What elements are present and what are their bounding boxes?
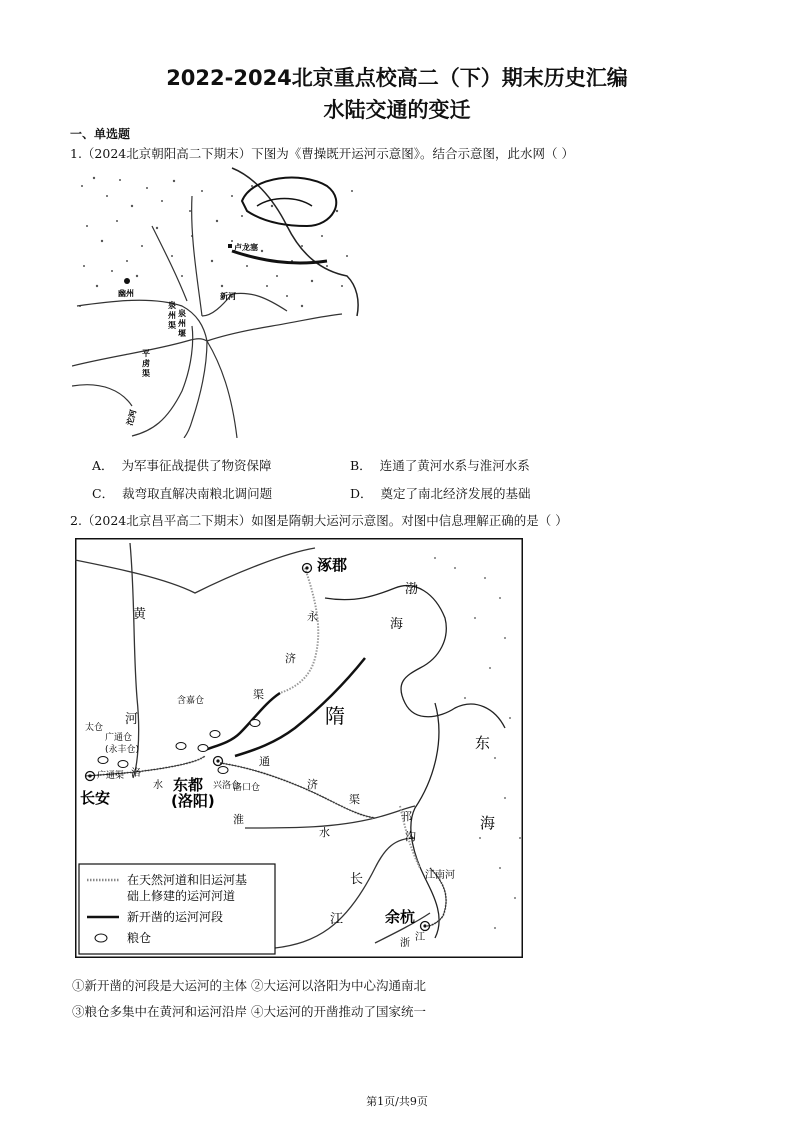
label-zhe: 浙 [400,938,410,949]
label-hai-1: 海 [390,617,404,632]
taicang-granary-icon [98,757,108,764]
label-hanjiacang: 含嘉仓 [177,696,205,706]
label-jiang: 江 [330,912,344,927]
legend-new-canal: 新开凿的运河河段 [127,910,224,924]
label-huang: 黄 [133,607,147,622]
label-quanzhouyan-2: 州 [178,319,186,328]
guangtongcang-granary-icon [118,761,128,768]
statements-line-2: ③粮仓多集中在黄河和运河沿岸 ④大运河的开凿推动了国家统一 [72,1004,426,1019]
legend-granary-icon [95,934,107,942]
label-he: 河 [125,712,139,727]
label-lulongsai: 卢龙塞 [234,243,258,252]
label-yong: 永 [307,610,318,623]
label-chang: 长 [350,872,364,887]
label-tong: 通 [259,755,270,768]
option-b[interactable] [350,456,530,474]
label-hai-2: 海 [480,814,496,832]
cao-cao-canal-map [72,166,362,438]
label-pinglu-1: 平 [142,349,150,358]
label-youzhou: 幽州 [118,289,134,298]
xingluocang-granary-icon [218,767,228,774]
option-a[interactable] [92,456,272,474]
hanjiacang-granary-icon [176,743,186,750]
section-heading: 一、单选题 [70,127,131,141]
option-d-text: 奠定了南北经济发展的基础 [380,486,531,501]
label-pinglu-3: 渠 [142,369,150,378]
label-quanzhouqu-3: 渠 [168,321,176,330]
label-han: 邗 [401,810,412,823]
label-changan: 长安 [80,789,111,807]
sui-grand-canal-map [75,538,523,958]
label-jiangnanhe: 江南河 [425,870,455,881]
label-quanzhouyan-1: 泉 [178,309,186,318]
legend-granary: 粮仓 [127,931,152,945]
legend-old-canal-line2: 础上修建的运河河道 [127,889,236,903]
option-a-text: 为军事征战提供了物资保障 [121,458,272,473]
option-b-letter: B． [350,458,372,473]
label-sui: 隋 [325,704,345,728]
legend-old-canal-line1: 在天然河道和旧运河基 [127,873,248,887]
label-luokoucang: 洛口仓 [233,783,261,793]
label-luo: 洛 [131,768,141,779]
option-d[interactable] [350,484,531,502]
label-bo: 渤 [405,582,419,597]
label-tuohe: 沱河 [125,408,139,427]
option-d-letter: D． [350,486,373,501]
label-yuhang: 余杭 [385,908,416,926]
lulongsai-marker [228,244,232,248]
question-2-stem: 2.（2024北京昌平高二下期末）如图是隋朝大运河示意图。对图中信息理解正确的是（ ） [70,513,568,528]
label-dong: 东 [475,734,491,752]
granary-icon-2 [198,745,208,752]
label-dongdu: 东都 [173,776,204,794]
label-luoyang: (洛阳) [171,792,215,810]
option-c[interactable] [92,484,272,502]
label-quanzhouqu-2: 州 [168,311,176,320]
statements-line-1: ①新开凿的河段是大运河的主体 ②大运河以洛阳为中心沟通南北 [72,978,426,993]
label-tongji-ji: 济 [307,778,318,791]
youzhou-marker [124,278,130,284]
label-shui: 水 [153,780,163,791]
option-a-letter: A． [92,458,114,473]
question-1-stem: 1.（2024北京朝阳高二下期末）下图为《曹操既开运河示意图》。结合示意图，此水网（ ） [70,146,574,161]
label-gou: 沟 [405,830,416,843]
label-xinhe: 新河 [220,292,236,301]
label-pinglu-2: 虏 [142,359,150,368]
label-shui-2: 水 [319,826,330,839]
page-footer: 第1页/共9页 [366,1095,428,1108]
label-huai: 淮 [233,813,244,826]
option-c-text: 裁弯取直解决南粮北调问题 [122,486,273,501]
option-c-letter: C． [92,486,115,501]
label-xingluocang: 兴洛仓 [213,781,241,791]
label-jiang-2: 江 [415,932,425,943]
label-quanzhouqu-1: 泉 [168,301,176,310]
label-taicang: 太仓 [85,723,104,733]
label-tongji-qu: 渠 [349,793,360,806]
label-guangtongcang: 广通仓 [105,733,133,743]
label-yongfengcang: (永丰仓) [105,745,140,755]
document-subtitle: 水陆交通的变迁 [323,98,471,122]
label-ji: 济 [285,652,296,665]
label-zhuojun: 涿郡 [317,556,348,574]
label-qu: 渠 [253,688,264,701]
label-quanzhouyan-3: 堰 [178,329,186,338]
option-b-text: 连通了黄河水系与淮河水系 [379,458,530,473]
label-guangtongqu: 广通渠 [97,771,125,781]
granary-icon-4 [250,720,260,727]
granary-icon-3 [210,731,220,738]
document-title: 2022-2024北京重点校高二（下）期末历史汇编 [166,66,628,90]
